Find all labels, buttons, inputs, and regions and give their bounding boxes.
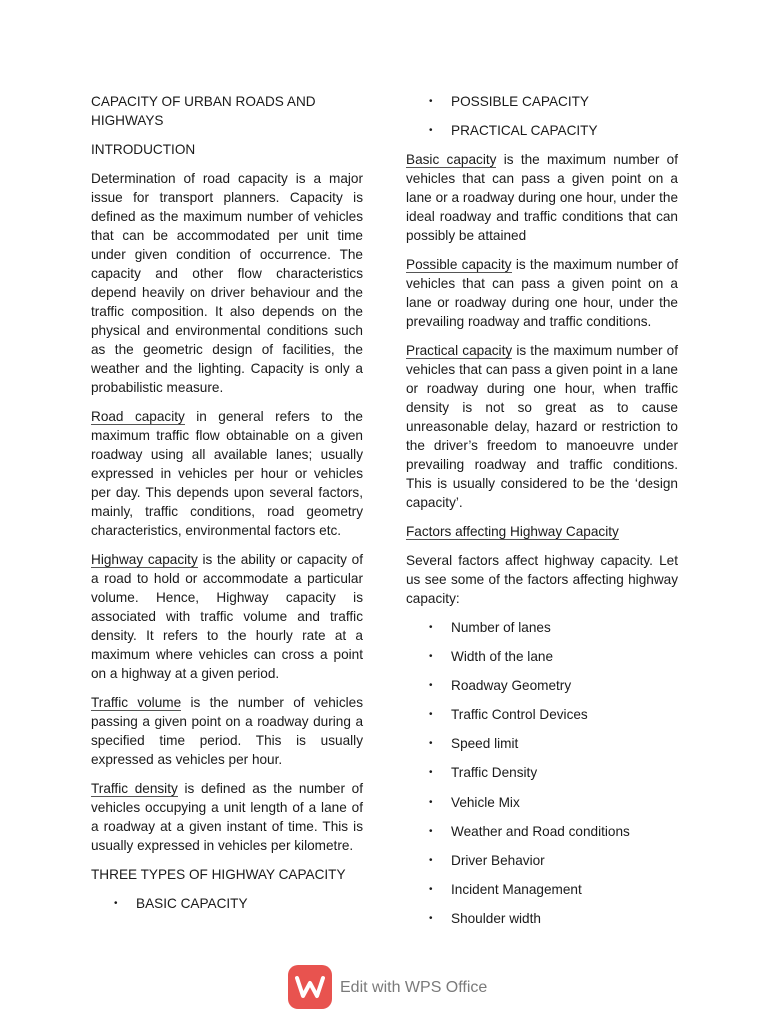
factors-heading: Factors affecting Highway Capacity [406, 524, 619, 539]
intro-heading: INTRODUCTION [91, 142, 196, 157]
bullet-icon: • [429, 622, 433, 633]
factors-list [406, 618, 678, 938]
bullet-icon: • [429, 912, 433, 924]
practical-capacity-paragraph [406, 341, 678, 512]
highway-capacity-term: Highway capacity [91, 552, 198, 567]
bullet-icon: • [114, 898, 118, 909]
bullet-icon: • [429, 651, 433, 663]
bullet-icon: • [429, 883, 433, 895]
practical-capacity-text: is the maximum number of vehicles that can pass a given point in a lane or roadway during one hour, when traffic density is not so great as to cause unreasonable delay, hazard or restriction to the driver’s freedom to manoeuvre under prevailing roadway and traffic conditions. This is usually considered to be the ‘design capacity’. [406, 343, 678, 510]
list-item: • Weather and Road conditions [429, 823, 630, 839]
traffic-density-term: Traffic density [91, 781, 178, 796]
basic-capacity-text: is the maximum number of vehicles that can pass a given point on a lane or a roadway during one hour, under the ideal roadway and traffic conditions that can possibly be attained [406, 152, 678, 243]
bullet-icon: • [429, 854, 433, 866]
list-item: • Traffic Density [429, 765, 538, 781]
intro-paragraph: Determination of road capacity is a major issue for transport planners. Capacity is defined as the maximum number of vehicles that can be accommodated per unit time under given condition of occurrence. The capacity and other flow characteristics depend heavily on driver behaviour and the traffic composition. It also depends on the physical and environmental conditions such as the geometric design of facilities, the weather and the lighting. Capacity is only a probabilistic measure. [91, 171, 363, 395]
highway-capacity-paragraph [91, 550, 363, 683]
list-item: • POSSIBLE CAPACITY [429, 94, 589, 109]
practical-capacity-term: Practical capacity [406, 343, 513, 358]
possible-capacity-paragraph [406, 255, 678, 331]
wps-label: Edit with WPS Office [340, 978, 488, 996]
factors-intro: Several factors affect highway capacity. Let us see some of the factors affecting highway capacity: [406, 553, 678, 606]
list-item: • Speed limit [429, 736, 519, 752]
list-item: • Shoulder width [429, 910, 541, 926]
types-list-left [91, 894, 363, 923]
traffic-density-text: is defined as the number of vehicles occupying a unit length of a lane of a roadway at a given instant of time. This is usually expressed in vehicles per kilometre. [91, 781, 364, 853]
list-item: • Driver Behavior [429, 852, 545, 868]
bullet-icon: • [429, 680, 433, 692]
list-item: • Roadway Geometry [429, 678, 572, 694]
basic-capacity-paragraph [406, 150, 678, 245]
wps-logo-icon [288, 965, 332, 1009]
list-item: • PRACTICAL CAPACITY [429, 123, 598, 138]
list-item: • Vehicle Mix [429, 794, 520, 810]
wps-w-icon [295, 975, 325, 999]
basic-capacity-term: Basic capacity [406, 152, 497, 167]
bullet-icon: • [429, 825, 433, 837]
list-item: • BASIC CAPACITY [114, 896, 248, 911]
bullet-icon: • [429, 96, 433, 107]
wps-office-banner[interactable] [288, 965, 488, 1009]
road-capacity-text: in general refers to the maximum traffic flow obtainable on a given roadway using all available lanes; usually expressed in vehicles per hour or vehicles per day. This depends upon several factors, mainly, traffic conditions, road geometry characteristics, environmental factors etc. [91, 409, 363, 538]
traffic-volume-paragraph [91, 693, 363, 769]
bullet-icon: • [429, 125, 433, 136]
highway-capacity-text: is the ability or capacity of a road to hold or accommodate a particular volume. Hence, Highway capacity is associated with traffic volume and traffic density. It refers to the hourly rate at a maximum where vehicles can cross a point on a highway at a given period. [91, 552, 363, 681]
bullet-icon: • [429, 767, 433, 779]
road-capacity-term: Road capacity [91, 409, 185, 424]
types-heading: THREE TYPES OF HIGHWAY CAPACITY [91, 867, 346, 882]
possible-capacity-text: is the maximum number of vehicles that can pass a given point on a lane or roadway during one hour, under the prevailing roadway and traffic conditions. [406, 257, 679, 329]
road-capacity-paragraph [91, 407, 363, 540]
traffic-volume-text: is the number of vehicles passing a given point on a roadway during a specified time period. This is usually expressed as vehicles per hour. [91, 695, 364, 767]
document-title: CAPACITY OF URBAN ROADS AND HIGHWAYS [91, 94, 316, 128]
list-item: • Width of the lane [429, 649, 554, 665]
traffic-volume-term: Traffic volume [91, 695, 182, 710]
list-item: • Number of lanes [429, 620, 551, 635]
list-item: • Incident Management [429, 881, 582, 897]
bullet-icon: • [429, 709, 433, 721]
traffic-density-paragraph [91, 779, 363, 855]
right-column [406, 92, 678, 938]
bullet-icon: • [429, 796, 433, 808]
bullet-icon: • [429, 738, 433, 750]
left-column [91, 92, 363, 923]
types-list-right [406, 92, 678, 150]
possible-capacity-term: Possible capacity [406, 257, 512, 272]
list-item: • Traffic Control Devices [429, 707, 588, 723]
